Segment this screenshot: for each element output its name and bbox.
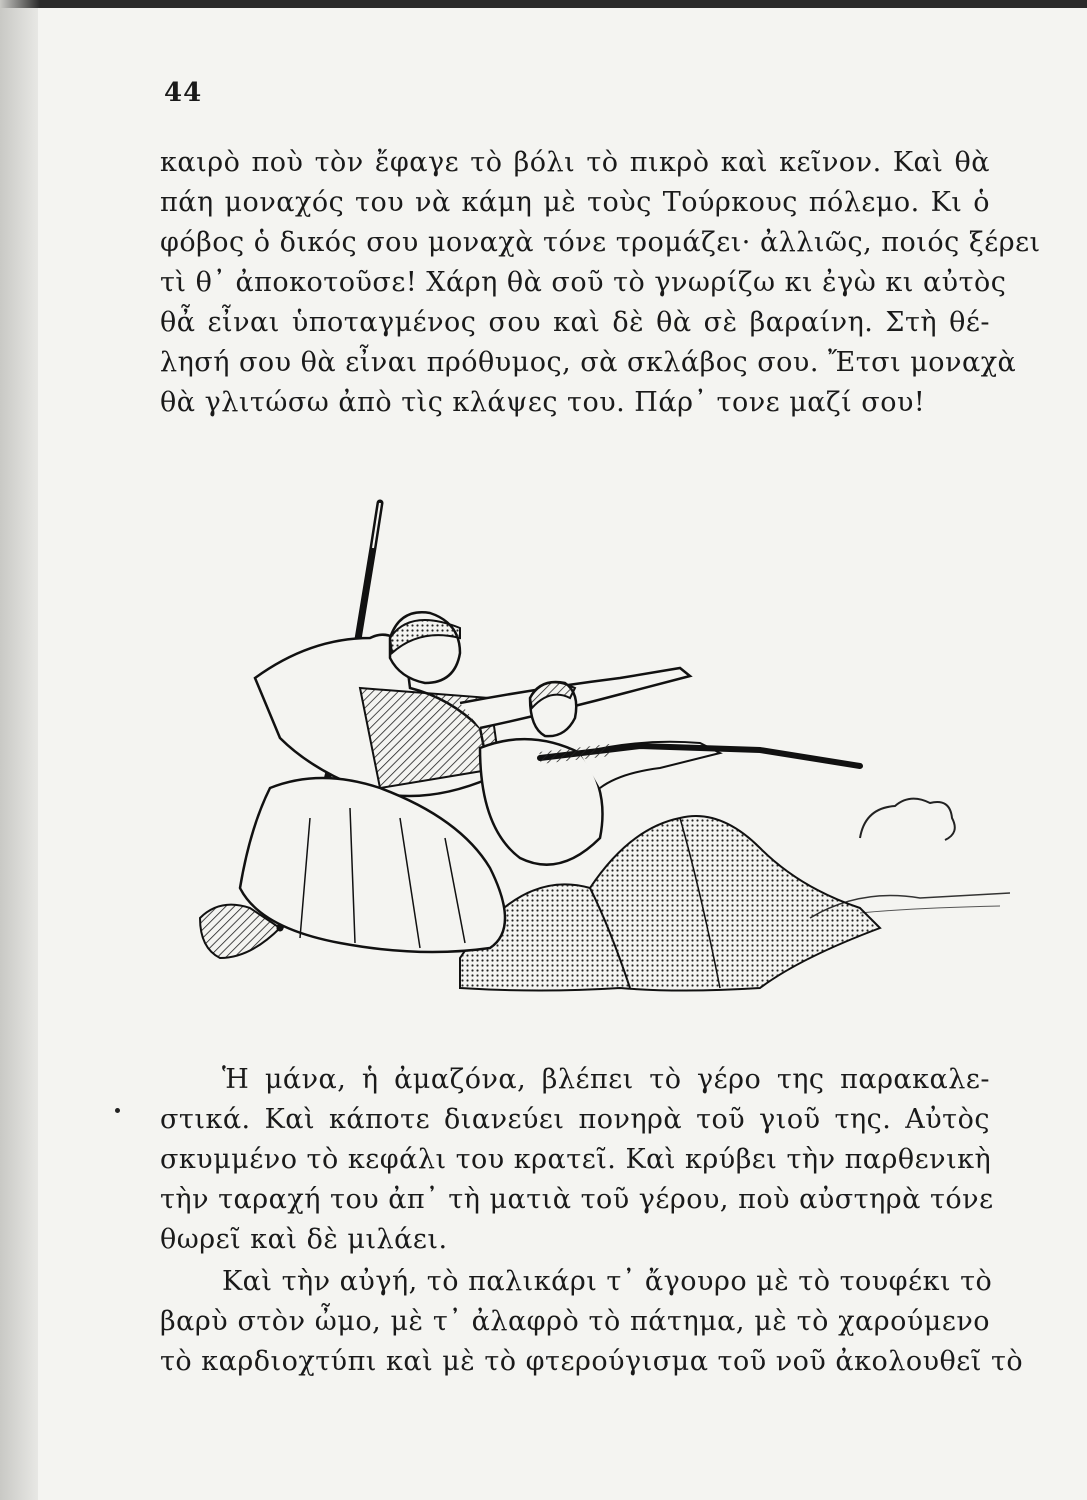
text-line: σκυμμένο τὸ κεφάλι του κρατεῖ. Καὶ κρύβει τὴν παρθενικὴ xyxy=(160,1144,992,1175)
text-line: Καὶ τὴν αὐγή, τὸ παλικάρι τ᾽ ἄγουρο μὲ τὸ τουφέκι τὸ xyxy=(222,1266,993,1297)
paragraph-3 xyxy=(160,1262,1024,1382)
text-line: καιρὸ ποὺ τὸν ἔφαγε τὸ βόλι τὸ πικρὸ καὶ κεῖνον. Καὶ θὰ xyxy=(160,147,990,178)
text-line: βαρὺ στὸν ὦμο, μὲ τ᾽ ἀλαφρὸ τὸ πάτημα, μὲ τὸ χαρούμενο xyxy=(160,1306,990,1337)
text-line: θἆ εἶναι ὑποταγμένος σου καὶ δὲ θὰ σὲ βαραίνη. Στὴ θέ- xyxy=(160,307,990,338)
text-line: πάη μοναχός του νὰ κάμη μὲ τοὺς Τούρκους πόλεμο. Κι ὁ xyxy=(160,187,990,218)
text-line: θὰ γλιτώσω ἀπὸ τὶς κλάψες του. Πάρ᾽ τονε μαζί σου! xyxy=(160,387,926,418)
illustration-warriors xyxy=(160,488,1010,1008)
text-line: Ἡ μάνα, ἡ ἀμαζόνα, βλέπει τὸ γέρο της παρακαλε- xyxy=(222,1064,990,1095)
margin-mark xyxy=(115,1108,120,1113)
text-line: λησή σου θὰ εἶναι πρόθυμος, σὰ σκλάβος σου. Ἔτσι μοναχὰ xyxy=(160,347,1017,378)
page-gutter-shadow xyxy=(0,0,40,1500)
cloud xyxy=(860,799,955,840)
text-line: θωρεῖ καὶ δὲ μιλάει. xyxy=(160,1224,448,1255)
text-line: φόβος ὁ δικός σου μοναχὰ τόνε τρομάζει· ἀλλιῶς, ποιός ξέρει xyxy=(160,227,1041,258)
top-edge xyxy=(0,0,1087,8)
paragraph-1 xyxy=(160,143,1041,423)
text-line: τὸ καρδιοχτύπι καὶ μὲ τὸ φτερούγισμα τοῦ νοῦ ἀκολουθεῖ τὸ xyxy=(160,1346,1024,1377)
paragraph-2 xyxy=(160,1060,994,1260)
text-line: στικά. Καὶ κάποτε διανεύει πονηρὰ τοῦ γιοῦ της. Αὐτὸς xyxy=(160,1104,990,1135)
page-number: 44 xyxy=(164,78,203,108)
text-line: τὴν ταραχή του ἀπ᾽ τὴ ματιὰ τοῦ γέρου, ποὺ αὐστηρὰ τόνε xyxy=(160,1184,994,1215)
text-line: τὶ θ᾽ ἀποκοτοῦσε! Χάρη θὰ σοῦ τὸ γνωρίζω κι ἐγὼ κι αὐτὸς xyxy=(160,267,1007,298)
